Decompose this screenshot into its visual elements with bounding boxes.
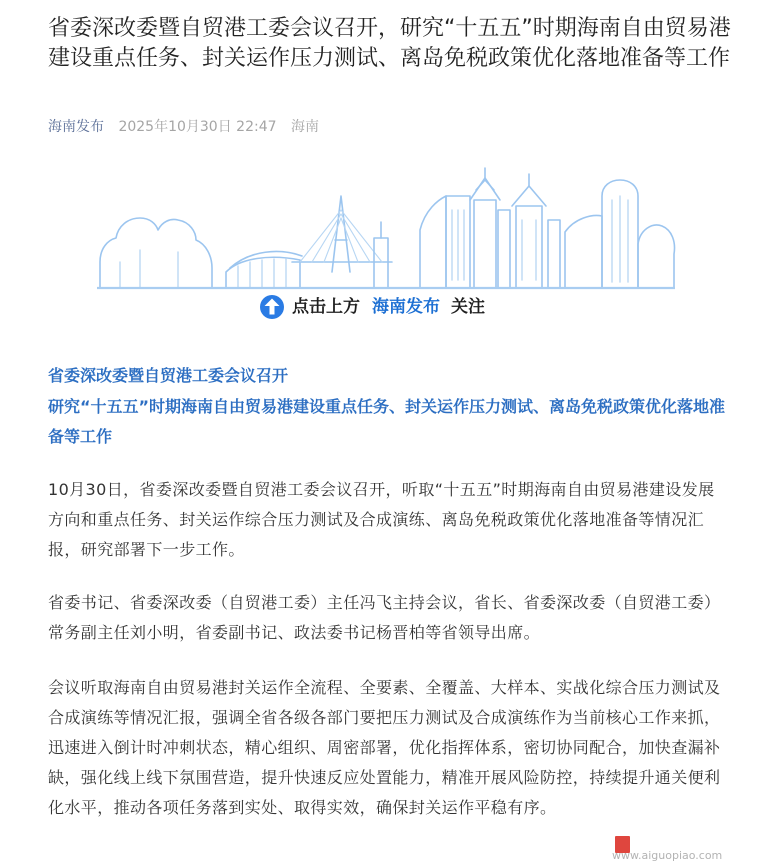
article-meta (48, 117, 319, 137)
watermark-url: www.aiguopiao.com (612, 849, 723, 862)
publish-location: 海南 (290, 119, 319, 135)
follow-account-name: 海南发布 (372, 297, 440, 317)
article-title: 省委深改委暨自贸港工委会议召开，研究“十五五”时期海南自由贸易港建设重点任务、封关运作压力测试、离岛免税政策优化落地准备等工作 (48, 16, 731, 71)
body-paragraph-3: 会议听取海南自由贸易港封关运作全流程、全要素、全覆盖、大样本、实战化综合压力测试及合成演练等情况汇报，强调全省各级各部门要把压力测试及合成演练作为当前核心工作来抓，迅速进入倒计时冲刺状态，精心组织、周密部署，优化指挥体系，密切协同配合，加快查漏补缺，强化线上线下氛围营造，提升快速反应处置能力，精准开展风险防控，持续提升通关便利化水平，推动各项任务落到实处、取得实效，确保封关运作平稳有序。 (48, 678, 721, 817)
subtitle-line-1: 省委深改委暨自贸港工委会议召开 (48, 366, 289, 385)
up-arrow-circle-icon (260, 295, 284, 319)
follow-prompt (292, 296, 485, 318)
publish-date: 2025年10月30日 22:47 (118, 119, 277, 135)
article-subtitle (48, 361, 736, 453)
body-paragraph-2: 省委书记、省委深改委（自贸港工委）主任冯飞主持会议，省长、省委深改委（自贸港工委）常务副主任刘小明，省委副书记、政法委书记杨晋柏等省领导出席。 (48, 593, 721, 642)
follow-suffix: 关注 (451, 297, 485, 317)
follow-prefix: 点击上方 (292, 297, 360, 317)
account-name-link[interactable]: 海南发布 (48, 119, 104, 135)
body-paragraph-1: 10月30日，省委深改委暨自贸港工委会议召开，听取“十五五”时期海南自由贸易港建设发展方向和重点任务、封关运作综合压力测试及合成演练、离岛免税政策优化落地准备等情况汇报，研究部署下一步工作。 (48, 480, 715, 559)
subtitle-line-2: 研究“十五五”时期海南自由贸易港建设重点任务、封关运作压力测试、离岛免税政策优化落地准备等工作 (48, 396, 726, 446)
